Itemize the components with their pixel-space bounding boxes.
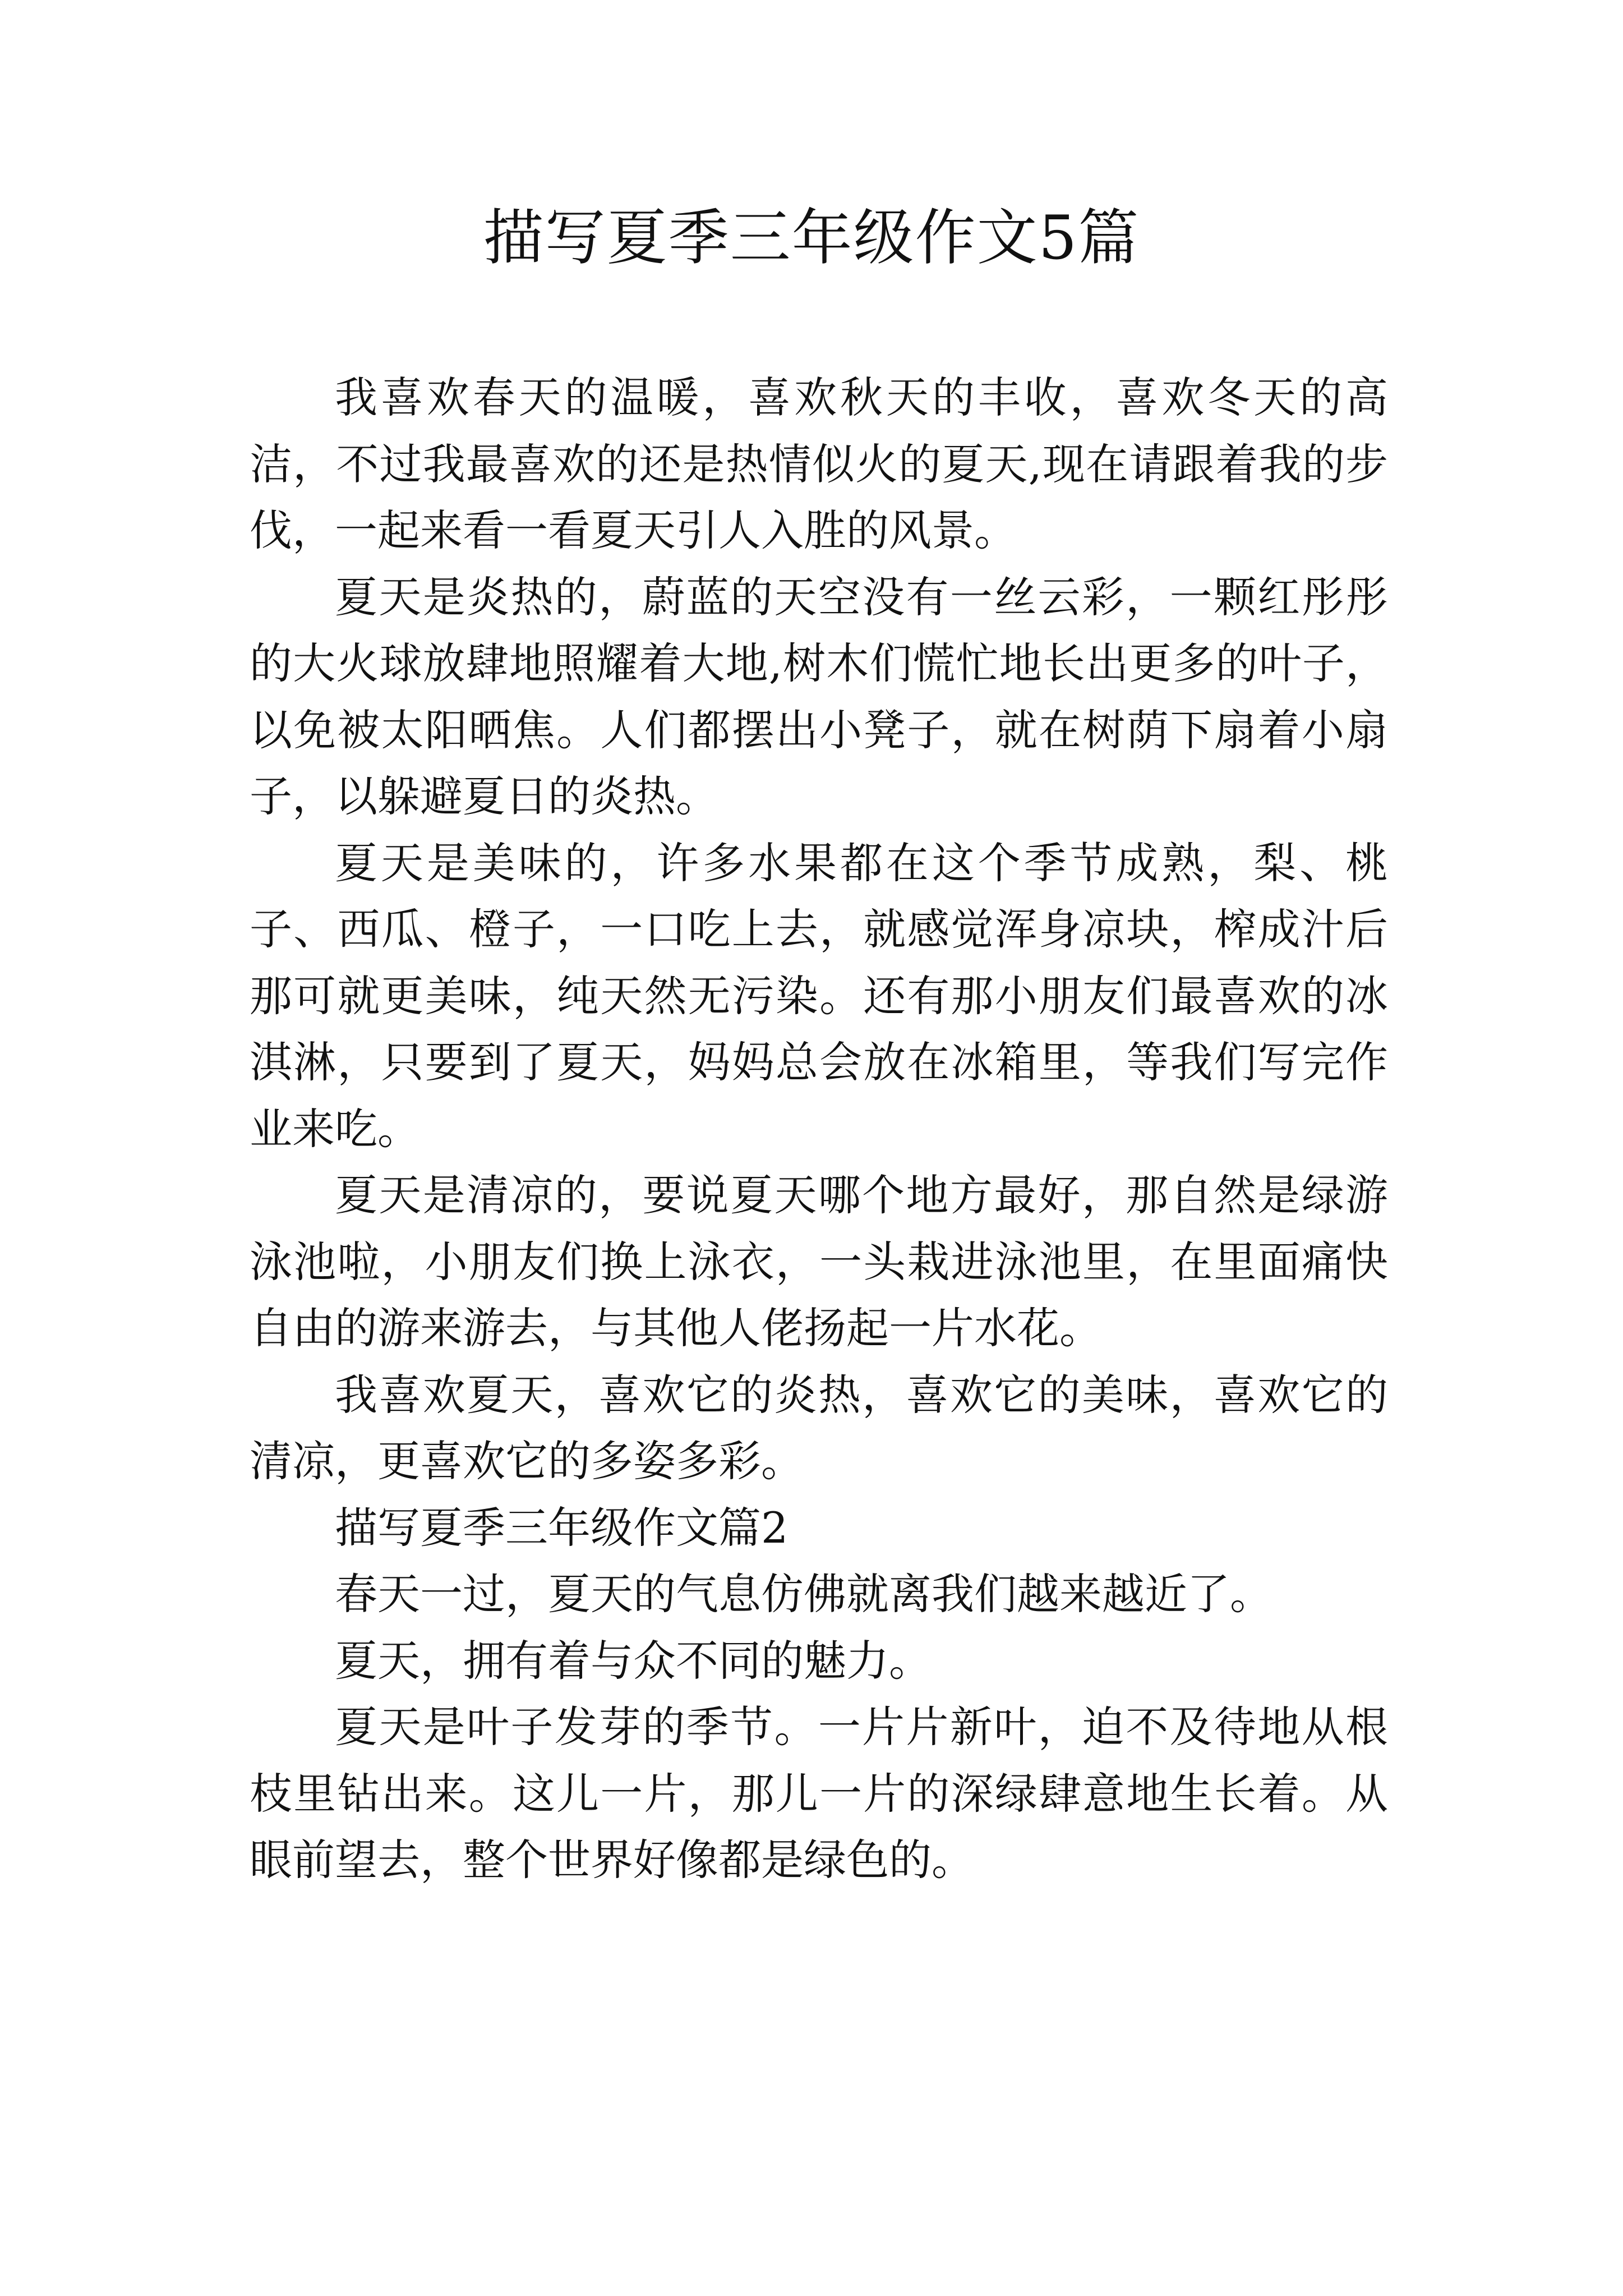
section-heading: 描写夏季三年级作文篇2 xyxy=(335,1502,789,1553)
paragraph: 夏天是炎热的，蔚蓝的天空没有一丝云彩，一颗红彤彤的大火球放肆地照耀着大地,树木们慌忙地长出更多的叶子，以免被太阳晒焦。人们都摆出小凳子，就在树荫下扇着小扇子，以躲避夏日的炎热。 xyxy=(250,572,1388,821)
paragraph: 春天一过，夏天的气息仿佛就离我们越来越近了。 xyxy=(335,1569,1272,1619)
paragraph: 夏天是美味的，许多水果都在这个季节成熟，梨、桃子、西瓜、橙子，一口吃上去，就感觉浑身凉块，榨成汁后那可就更美味，纯天然无污染。还有那小朋友们最喜欢的冰淇淋，只要到了夏天，妈妈总会放在冰箱里，等我们写完作业来吃。 xyxy=(250,838,1388,1154)
document-title: 描写夏季三年级作文5篇 xyxy=(483,203,1140,273)
paragraph: 我喜欢夏天，喜欢它的炎热，喜欢它的美味，喜欢它的清凉，更喜欢它的多姿多彩。 xyxy=(250,1369,1388,1486)
paragraph: 夏天是叶子发芽的季节。一片片新叶，迫不及待地从根枝里钻出来。这儿一片，那儿一片的深绿肆意地生长着。从眼前望去，整个世界好像都是绿色的。 xyxy=(250,1702,1388,1885)
document-body xyxy=(250,365,1388,1894)
paragraph: 我喜欢春天的温暖，喜欢秋天的丰收，喜欢冬天的高洁，不过我最喜欢的还是热情似火的夏天,现在请跟着我的步伐，一起来看一看夏天引人入胜的风景。 xyxy=(250,372,1388,555)
paragraph: 夏天是清凉的，要说夏天哪个地方最好，那自然是绿游泳池啦，小朋友们换上泳衣，一头栽进泳池里，在里面痛快自由的游来游去，与其他人佬扬起一片水花。 xyxy=(250,1170,1388,1353)
paragraph: 夏天，拥有着与众不同的魅力。 xyxy=(335,1635,932,1686)
